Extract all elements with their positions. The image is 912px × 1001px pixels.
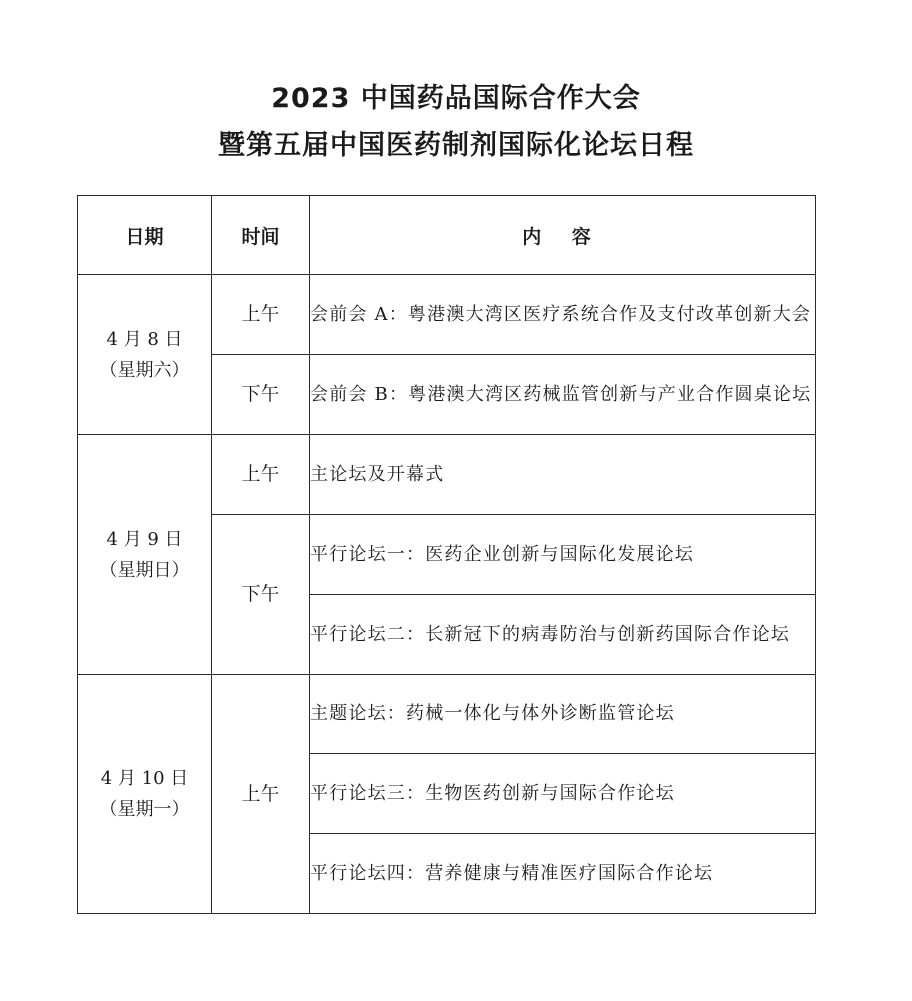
header-time: 时间 bbox=[212, 196, 310, 275]
table-header-row bbox=[78, 196, 816, 275]
session-content: 平行论坛二：长新冠下的病毒防治与创新药国际合作论坛 bbox=[310, 595, 816, 675]
session-content: 主论坛及开幕式 bbox=[310, 435, 816, 515]
header-content: 内 容 bbox=[310, 196, 816, 275]
time-cell: 上午 bbox=[212, 275, 310, 355]
date-text: 4 月 8 日 bbox=[106, 328, 183, 350]
time-cell: 下午 bbox=[212, 355, 310, 435]
header-date: 日期 bbox=[78, 196, 212, 275]
time-cell: 上午 bbox=[212, 675, 310, 914]
date-text: 4 月 9 日 bbox=[106, 528, 183, 550]
page-title-line-2: 暨第五届中国医药制剂国际化论坛日程 bbox=[218, 130, 694, 161]
session-content: 平行论坛一：医药企业创新与国际化发展论坛 bbox=[310, 515, 816, 595]
date-cell bbox=[78, 275, 212, 435]
date-cell bbox=[78, 435, 212, 675]
session-content: 会前会 B：粤港澳大湾区药械监管创新与产业合作圆桌论坛 bbox=[310, 355, 816, 435]
table-row bbox=[78, 435, 816, 515]
time-cell: 下午 bbox=[212, 515, 310, 675]
date-text: 4 月 10 日 bbox=[100, 768, 189, 789]
table-row bbox=[78, 675, 816, 754]
table-row bbox=[78, 275, 816, 355]
session-content: 主题论坛：药械一体化与体外诊断监管论坛 bbox=[310, 675, 816, 754]
schedule-table bbox=[77, 195, 816, 914]
session-content: 平行论坛三：生物医药创新与国际合作论坛 bbox=[310, 754, 816, 834]
weekday-text: （星期日） bbox=[99, 559, 190, 581]
weekday-text: （星期六） bbox=[99, 359, 190, 381]
session-content: 平行论坛四：营养健康与精准医疗国际合作论坛 bbox=[310, 834, 816, 914]
time-cell: 上午 bbox=[212, 435, 310, 515]
page-title-line-1: 2023 中国药品国际合作大会 bbox=[271, 83, 641, 114]
weekday-text: （星期一） bbox=[99, 799, 190, 820]
session-content: 会前会 A：粤港澳大湾区医疗系统合作及支付改革创新大会 bbox=[310, 275, 816, 355]
date-cell bbox=[78, 675, 212, 914]
